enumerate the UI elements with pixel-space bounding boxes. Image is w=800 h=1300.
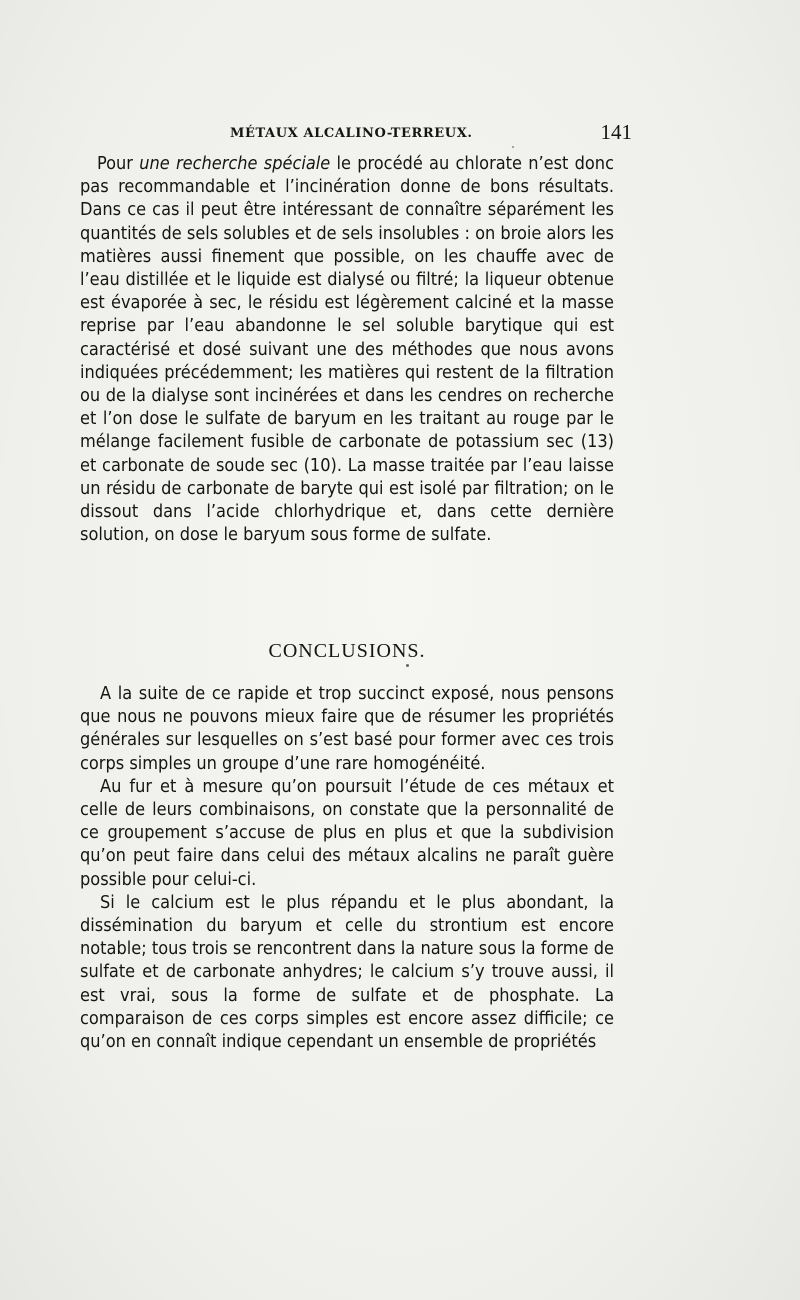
paragraph-conclusions-2: Au fur et à mesure qu’on poursuit l’étude de ces métaux et celle de leurs combinaisons, on constate que la personnalité de ce groupement s’accuse de plus en plus et que la subdivision qu’on peut faire dans celui des métaux alcalins ne paraît guère possible pour celui-ci. xyxy=(80,775,614,890)
paragraph-first-word: Pour xyxy=(97,153,133,174)
section-heading-conclusions: CONCLUSIONS. xyxy=(268,640,426,662)
page-number: 141 xyxy=(600,120,632,144)
running-head xyxy=(80,120,632,148)
print-speck xyxy=(512,146,514,148)
running-title: MÉTAUX ALCALINO-TERREUX. xyxy=(230,126,473,141)
paragraph-text: le procédé au chlorate n’est donc pas recommandable et l’incinération donne de bons résultats. Dans ce cas il peut être intéressant de connaître séparément les quantités de sels solubles et de sels insolubles : on broie alors les matières aussi finement que possible, on les chauffe avec de l’eau distillée et le liquide est dialysé ou filtré; la liqueur obtenue est évaporée à sec, le résidu est légèrement calciné et la masse reprise par l’eau abandonne le sel soluble barytique qui est caractérisé et dosé suivant une des méthodes que nous avons indiquées précédemment; les matières qui restent de la filtration ou de la dialyse sont incinérées et dans les cendres on recherche et l’on dose le sulfate de baryum en les traitant au rouge par le mélange facilement fusible de carbonate de potassium sec (13) et carbonate de soude sec (10). La masse traitée par l’eau laisse un résidu de carbonate de baryte qui est isolé par filtration; on le dissout dans l’acide chlorhydrique et, dans cette dernière solution, on dose le baryum sous forme de sulfate. xyxy=(80,153,614,546)
paragraph-conclusions-3: Si le calcium est le plus répandu et le plus abondant, la dissémination du baryum et celle du strontium est encore notable; tous trois se rencontrent dans la nature sous la forme de sulfate et de carbonate anhydres; le calcium s’y trouve aussi, il est vrai, sous la forme de sulfate et de phosphate. La comparaison de ces corps simples est encore assez difficile; ce qu’on en connaît indique cependant un ensemble de propriétés xyxy=(80,891,614,1053)
paragraph-conclusions-1: A la suite de ce rapide et trop succinct exposé, nous pensons que nous ne pouvons mieux faire que de résumer les propriétés générales sur lesquelles on s’est basé pour former avec ces trois corps simples un groupe d’une rare homogénéité. xyxy=(80,683,614,774)
body-section-conclusions xyxy=(80,682,614,1053)
italic-emphasis: une recherche spéciale xyxy=(139,153,331,174)
paragraph-recherche-speciale xyxy=(80,152,614,546)
body-section-1 xyxy=(80,152,614,546)
print-speck xyxy=(406,664,409,667)
